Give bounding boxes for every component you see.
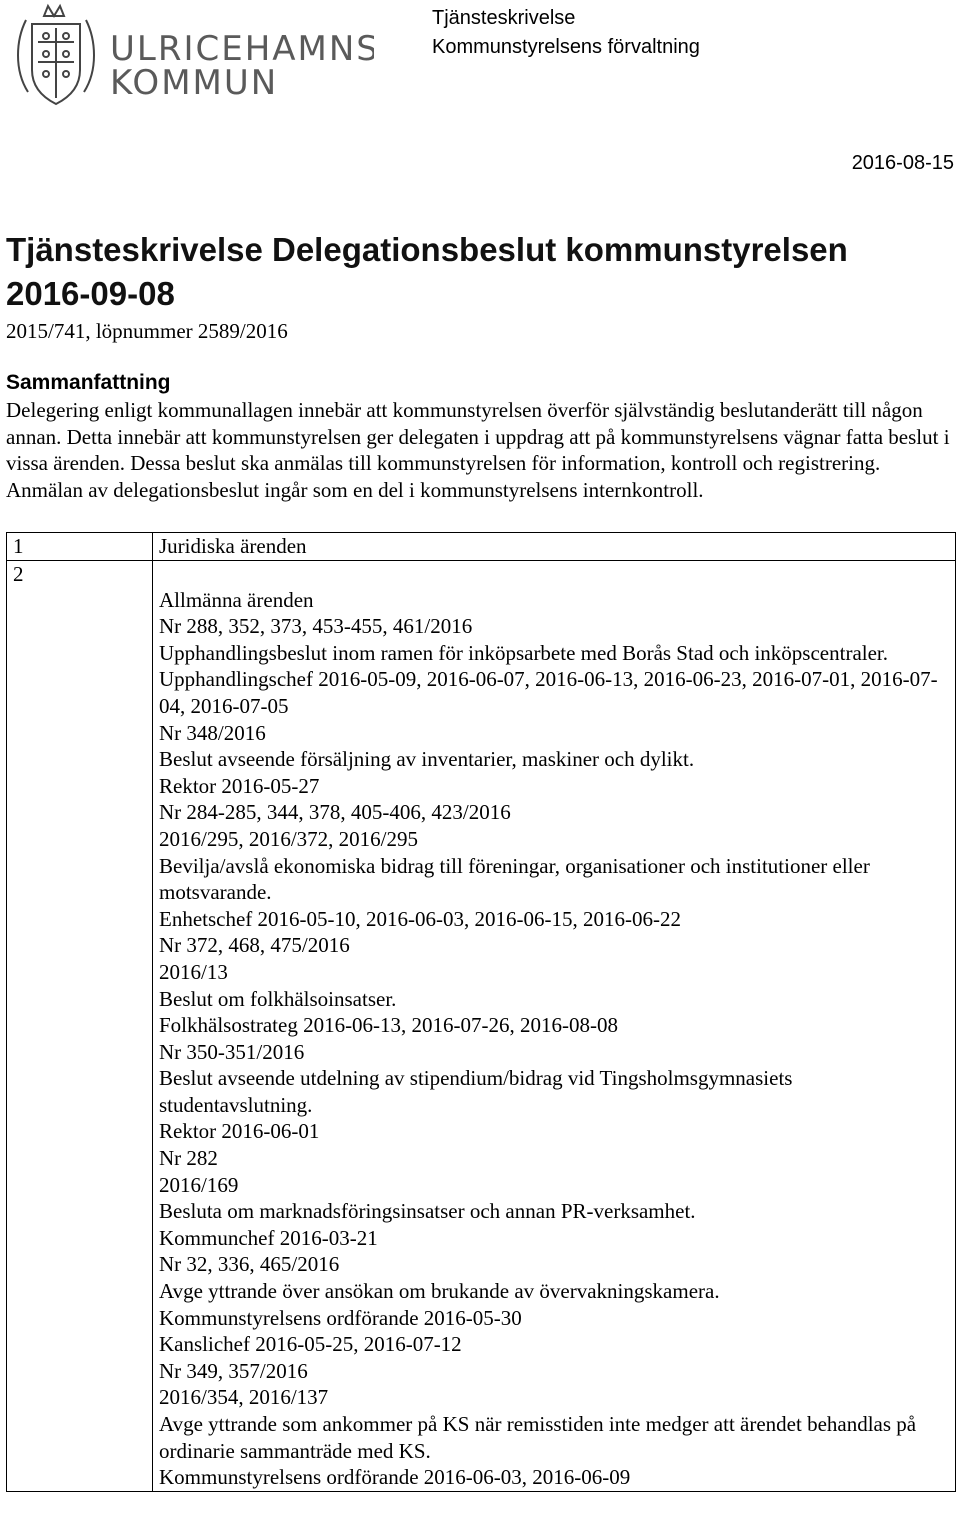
- entry-line: Avge yttrande över ansökan om brukande av övervakningskamera.: [159, 1279, 720, 1304]
- list-item: [159, 720, 949, 800]
- entry-line: Rektor 2016-06-01: [159, 1119, 320, 1144]
- case-reference: 2015/741, löpnummer 2589/2016: [6, 319, 288, 343]
- entry-line: Beslut avseende försäljning av inventarier, maskiner och dylikt.: [159, 747, 695, 772]
- list-item: [159, 1039, 949, 1145]
- entry-line: Nr 282: [159, 1146, 218, 1171]
- entry-line: Upphandlingschef 2016-05-09, 2016-06-07, 2016-06-13, 2016-06-23, 2016-07-01, 2016-07-04, 2016-07-05: [159, 667, 938, 718]
- entry-line: Enhetschef 2016-05-10, 2016-06-03, 2016-06-15, 2016-06-22: [159, 906, 681, 931]
- list-item: [159, 932, 949, 1038]
- entry-line: Kommunchef 2016-03-21: [159, 1225, 378, 1250]
- table-row: [7, 560, 956, 1491]
- table-row: [7, 533, 956, 561]
- department-name: Kommunstyrelsens förvaltning: [432, 36, 700, 58]
- document-type: Tjänsteskrivelse: [432, 7, 576, 29]
- entry-line: Nr 32, 336, 465/2016: [159, 1252, 340, 1277]
- list-item: [159, 799, 949, 932]
- entry-line: Folkhälsostrateg 2016-06-13, 2016-07-26, 2016-08-08: [159, 1013, 619, 1038]
- entry-line: Beslut avseende utdelning av stipendium/bidrag vid Tingsholmsgymnasiets studentavslutning.: [159, 1066, 793, 1117]
- entry-line: Beslut om folkhälsoinsatser.: [159, 986, 397, 1011]
- summary-heading: Sammanfattning: [6, 371, 171, 394]
- municipality-logo: [4, 2, 374, 106]
- entry-line: Upphandlingsbeslut inom ramen för inköpsarbete med Borås Stad och inköpscentraler.: [159, 640, 889, 665]
- section-content: [153, 560, 956, 1491]
- entry-line: Nr 349, 357/2016: [159, 1358, 308, 1383]
- entry-line: 2016/354, 2016/137: [159, 1385, 329, 1410]
- entry-line: Kommunstyrelsens ordförande 2016-06-03, 2016-06-09: [159, 1465, 631, 1490]
- section-number: 1: [7, 533, 153, 561]
- entry-line: Avge yttrande som ankommer på KS när remisstiden inte medger att ärendet behandlas på ordinarie sammanträde med KS.: [159, 1412, 917, 1463]
- title-line-1: Tjänsteskrivelse Delegationsbeslut kommunstyrelsen: [6, 231, 848, 268]
- entry-line: 2016/169: [159, 1172, 239, 1197]
- page-title: [6, 228, 954, 316]
- entry-line: Kommunstyrelsens ordförande 2016-05-30: [159, 1305, 522, 1330]
- list-item: [159, 1145, 949, 1251]
- list-item: [159, 613, 949, 719]
- logo-line-1: ULRICEHAMNS: [110, 29, 374, 69]
- entry-list: [159, 613, 949, 1491]
- entry-line: Nr 350-351/2016: [159, 1039, 305, 1064]
- entry-line: 2016/295, 2016/372, 2016/295: [159, 826, 419, 851]
- section-title: Juridiska ärenden: [153, 533, 956, 561]
- summary-text: Delegering enligt kommunallagen innebär att kommunstyrelsen överför självständig beslutanderätt till någon annan. Detta innebär att kommunstyrelsen ger delegaten i uppdrag att på kommunstyrelsens vägnar fatta beslut i vissa ärenden. Dessa beslut ska anmälas till kommunstyrelsen för information, kontroll och registrering. Anmälan av delegationsbeslut ingår som en del i kommunstyrelsens internkontroll.: [6, 398, 950, 502]
- entry-line: Besluta om marknadsföringsinsatser och annan PR-verksamhet.: [159, 1199, 696, 1224]
- entry-line: Nr 288, 352, 373, 453-455, 461/2016: [159, 614, 473, 639]
- entry-line: Nr 284-285, 344, 378, 405-406, 423/2016: [159, 800, 511, 825]
- section-title: Allmänna ärenden: [159, 587, 314, 612]
- document-header: [432, 4, 700, 62]
- title-line-2: 2016-09-08: [6, 275, 175, 312]
- entry-line: Nr 348/2016: [159, 720, 266, 745]
- entry-line: Rektor 2016-05-27: [159, 773, 320, 798]
- coat-of-arms-icon: [4, 2, 374, 106]
- list-item: [159, 1358, 949, 1491]
- spacer: [159, 561, 949, 587]
- entry-line: Nr 372, 468, 475/2016: [159, 933, 350, 958]
- document-date: 2016-08-15: [851, 152, 954, 174]
- list-item: [159, 1251, 949, 1357]
- section-number: 2: [7, 560, 153, 1491]
- entry-line: Bevilja/avslå ekonomiska bidrag till föreningar, organisationer och institutioner eller motsvarande.: [159, 853, 870, 905]
- entry-line: Kanslichef 2016-05-25, 2016-07-12: [159, 1332, 462, 1357]
- delegation-table: [6, 532, 956, 1492]
- entry-line: 2016/13: [159, 959, 228, 984]
- logo-line-2: KOMMUN: [110, 63, 279, 103]
